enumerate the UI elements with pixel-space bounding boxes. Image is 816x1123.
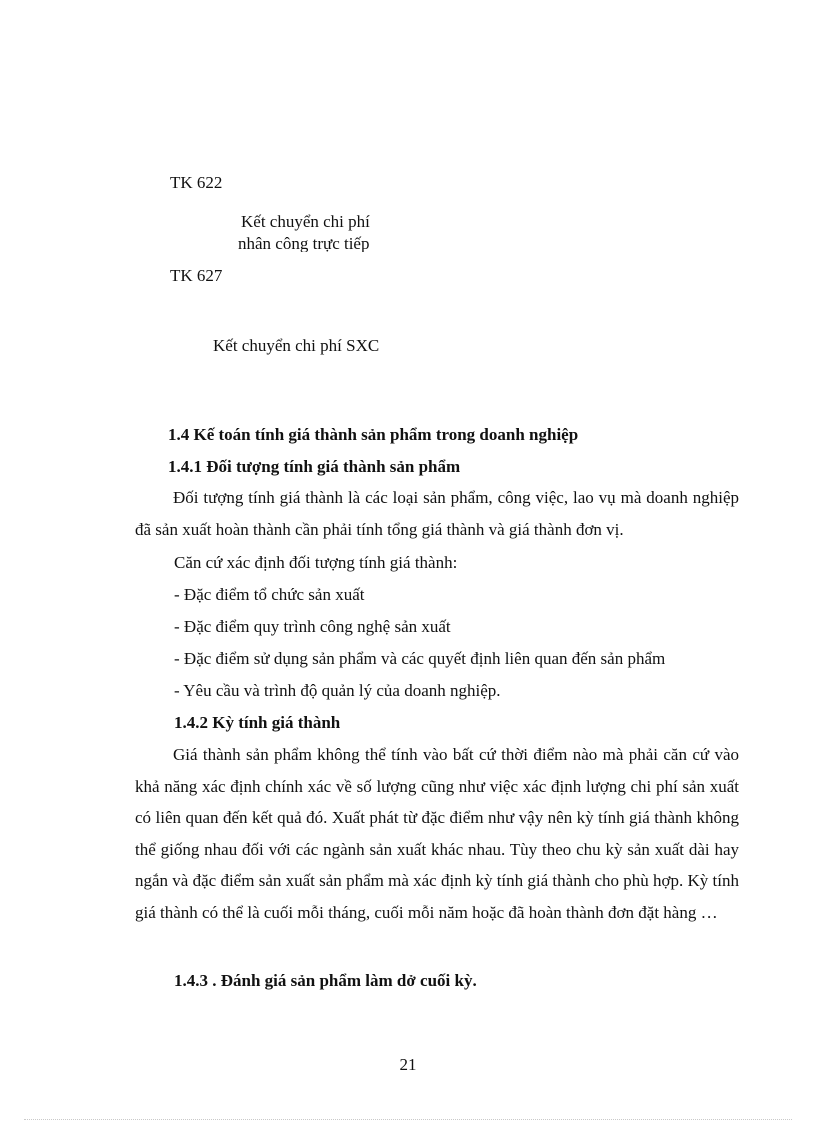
paragraph-1-4-1-text: Đối tượng tính giá thành là các loại sản phẩm, công việc, lao vụ mà doanh nghiệp đã sản xuất hoàn thành cần phải tính tổng giá thành và giá thành đơn vị.: [135, 488, 739, 539]
basis-intro: Căn cứ xác định đối tượng tính giá thành:: [174, 553, 458, 572]
subsection-heading-1-4-2: 1.4.2 Kỳ tính giá thành: [174, 713, 341, 732]
section-heading-1-4: 1.4 Kế toán tính giá thành sản phẩm trong doanh nghiệp: [168, 425, 579, 444]
bullet-item: - Đặc điểm sử dụng sản phẩm và các quyết định liên quan đến sản phẩm: [174, 649, 666, 668]
bullet-item: - Đặc điểm tổ chức sản xuất: [174, 585, 365, 604]
page-number: 21: [399, 1055, 417, 1074]
paragraph-1-4-1: [135, 482, 739, 545]
transfer-sxc-label: Kết chuyển chi phí SXC: [213, 336, 380, 355]
paragraph-1-4-2-text: Giá thành sản phẩm không thể tính vào bất cứ thời điểm nào mà phải căn cứ vào khả năng xác định chính xác về số lượng cũng như việc xác định lượng chi phí sản xuất có liên quan đến kết quả đó. Xuất phát từ đặc điểm như vậy nên kỳ tính giá thành không thể giống nhau đối với các ngành sản xuất khác nhau. Tùy theo chu kỳ sản xuất dài hay ngắn và đặc điểm sản xuất sản phẩm mà xác định kỳ tính giá thành cho phù hợp. Kỳ tính giá thành có thể là cuối mỗi tháng, cuối mỗi năm hoặc đã hoàn thành đơn đặt hàng …: [135, 745, 739, 922]
page-bottom-divider: [24, 1119, 792, 1120]
account-label-tk622: TK 622: [170, 173, 223, 192]
account-label-tk627: TK 627: [170, 266, 223, 285]
subsection-heading-1-4-1: 1.4.1 Đối tượng tính giá thành sản phẩm: [168, 457, 461, 476]
subsection-heading-1-4-3: 1.4.3 . Đánh giá sản phẩm làm dở cuối kỳ.: [174, 971, 477, 990]
bullet-item: - Đặc điểm quy trình công nghệ sản xuất: [174, 617, 451, 636]
paragraph-1-4-2: [135, 739, 739, 928]
transfer-labor-line1: Kết chuyển chi phí: [241, 212, 370, 231]
bullet-item: - Yêu cầu và trình độ quản lý của doanh nghiệp.: [174, 681, 501, 700]
transfer-labor-line2: nhân công trực tiếp: [238, 234, 370, 252]
